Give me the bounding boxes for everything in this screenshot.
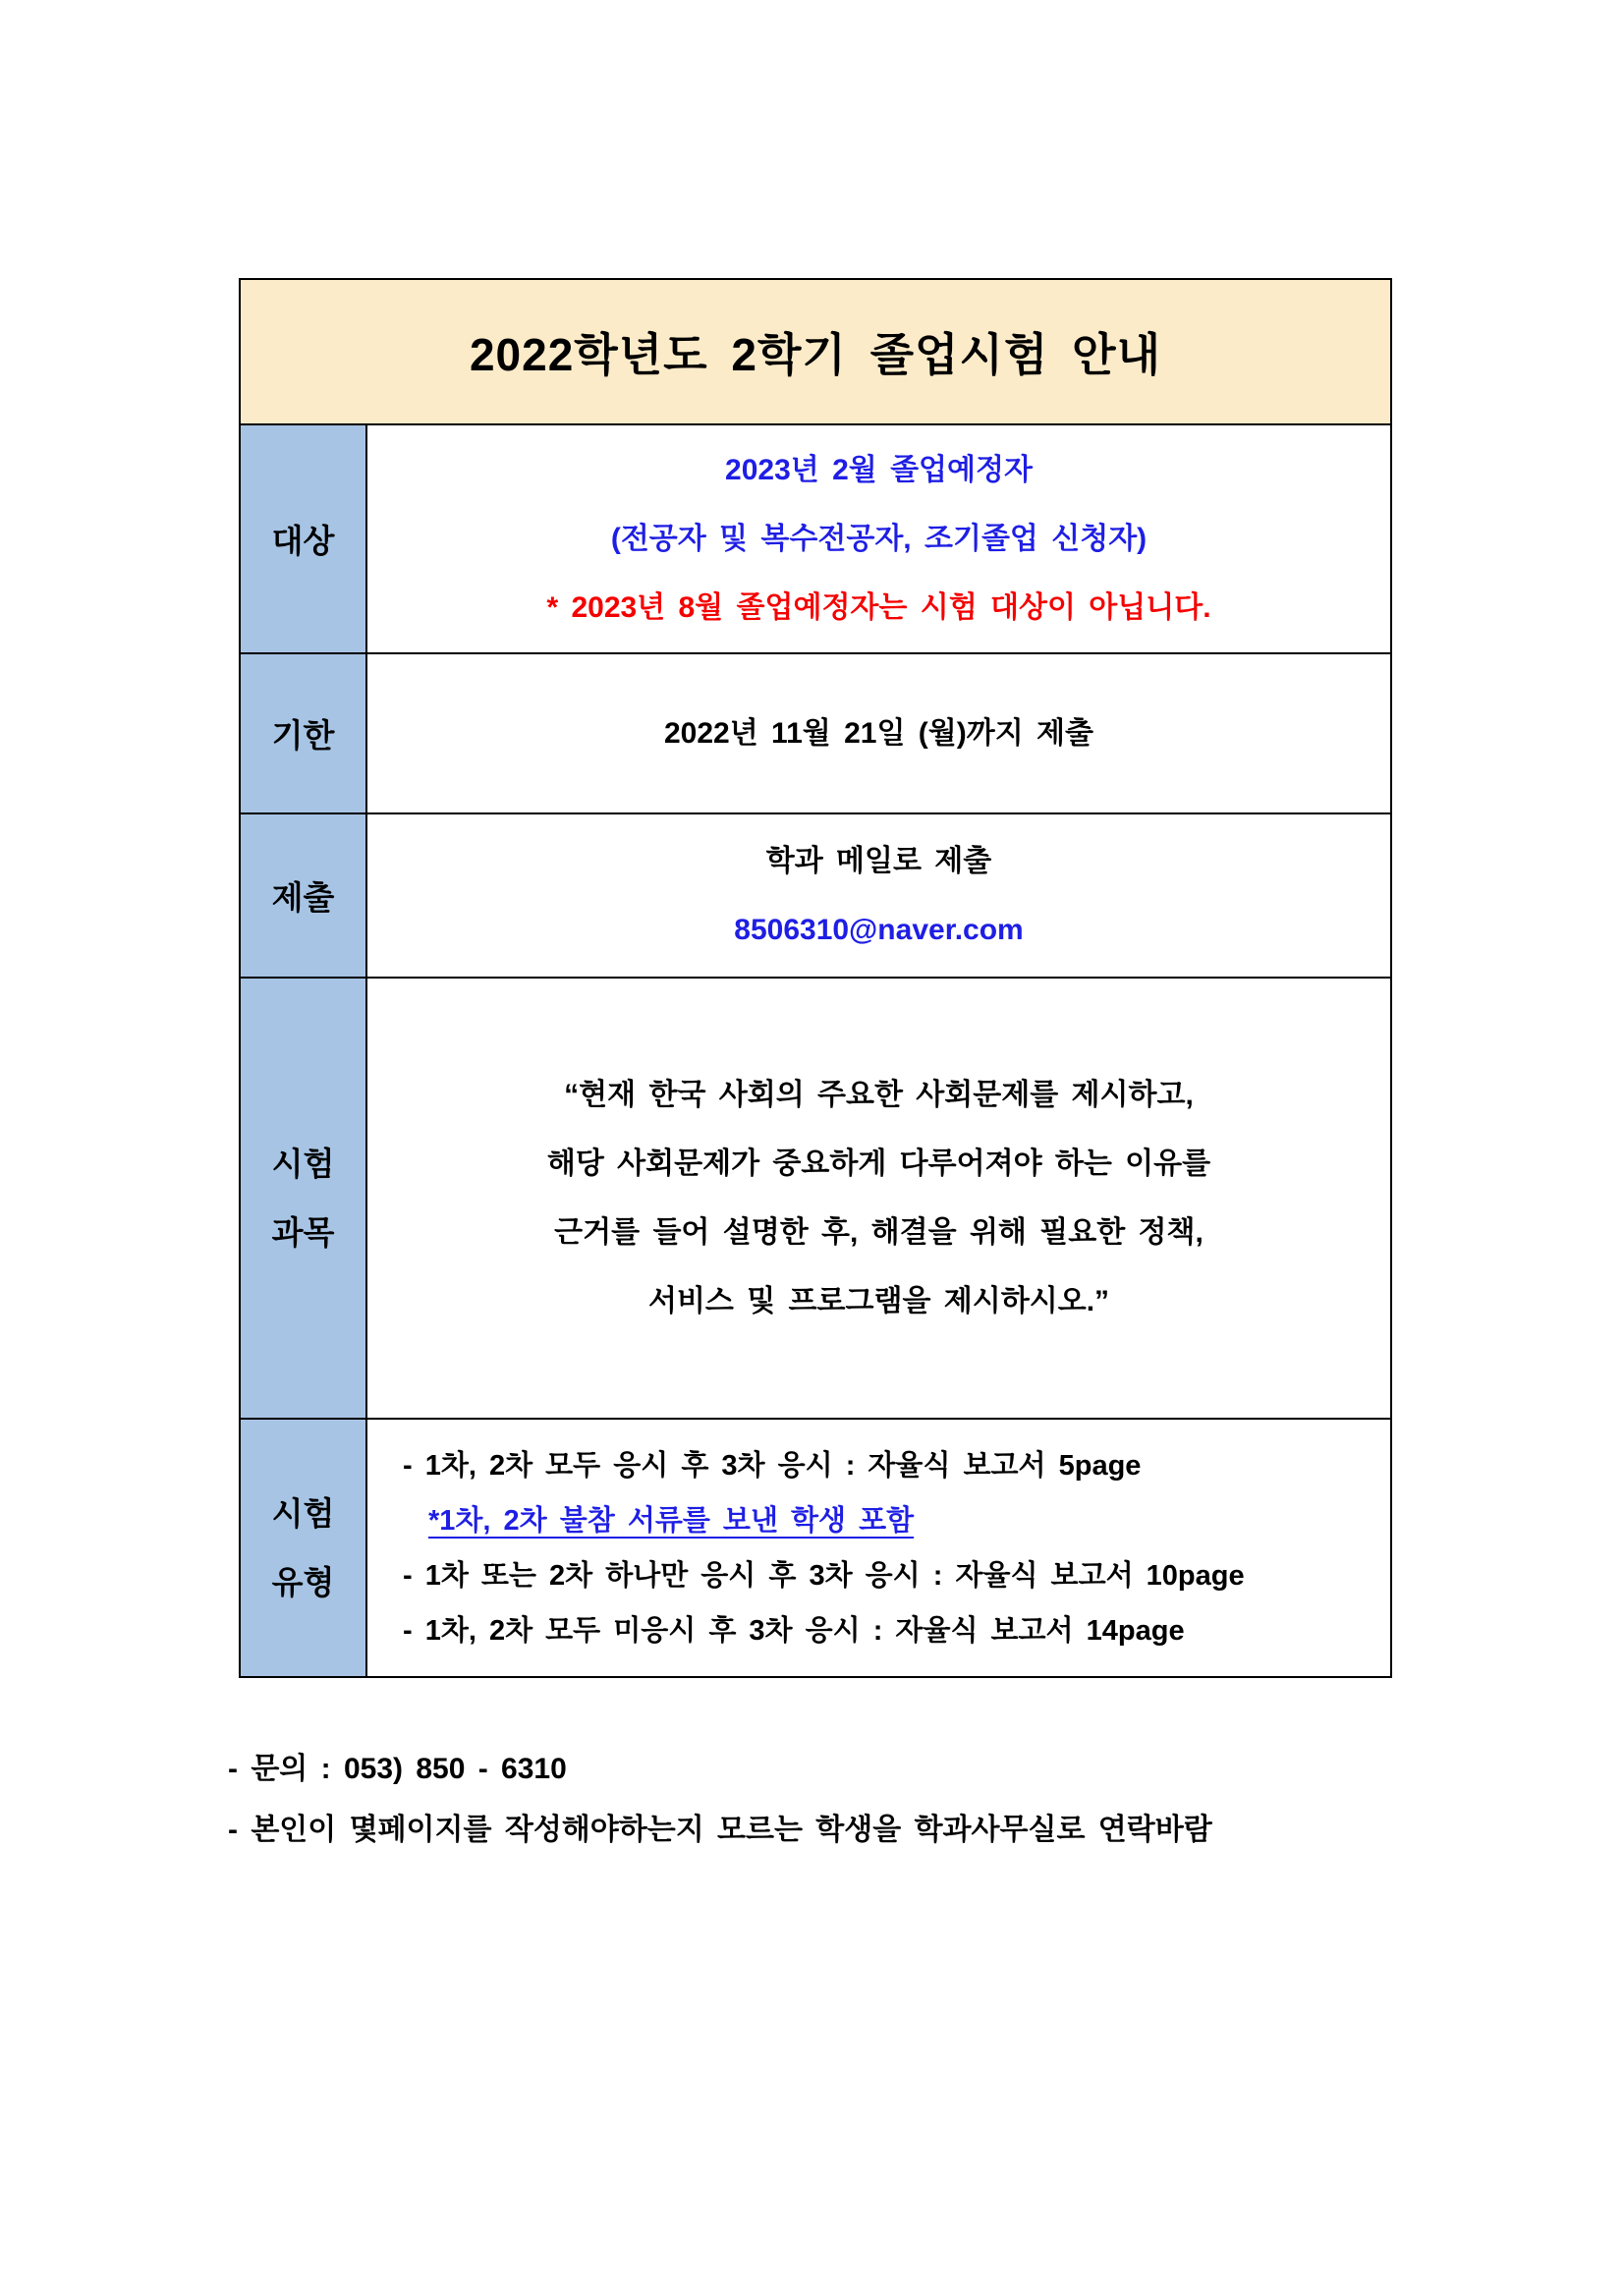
row-header-exam-subject xyxy=(240,978,366,1419)
contact-phone-line: - 문의 : 053) 850 - 6310 xyxy=(228,1753,567,1785)
exam-type-option-3: - 1차, 2차 모두 미응시 후 3차 응시 : 자율식 보고서 14page xyxy=(403,1614,1185,1647)
submission-method-line: 학과 메일로 제출 xyxy=(765,844,992,877)
row-header-target: 대상 xyxy=(240,424,366,653)
exam-type-included-note: *1차, 2차 불참 서류를 보낸 학생 포함 xyxy=(428,1504,915,1537)
submission-cell xyxy=(366,813,1391,978)
footer-notes xyxy=(228,1739,1212,1861)
exam-subject-label-line-2: 과목 xyxy=(271,1213,335,1251)
exam-type-label-line-2: 유형 xyxy=(271,1563,335,1600)
target-exclusion-note: * 2023년 8월 졸업예정자는 시험 대상이 아닙니다. xyxy=(546,590,1211,624)
exam-question-line-2: 해당 사회문제가 중요하게 다루어져야 하는 이유를 xyxy=(546,1147,1211,1180)
row-header-exam-type xyxy=(240,1419,366,1677)
exam-question-line-4: 서비스 및 프로그램을 제시하시오.” xyxy=(647,1284,1110,1317)
deadline-cell xyxy=(366,653,1391,813)
target-line-1: 2023년 2월 졸업예정자 xyxy=(725,453,1033,486)
exam-type-option-1: - 1차, 2차 모두 응시 후 3차 응시 : 자율식 보고서 5page xyxy=(403,1449,1142,1482)
target-cell xyxy=(366,424,1391,653)
exam-type-option-2: - 1차 또는 2차 하나만 응시 후 3차 응시 : 자율식 보고서 10page xyxy=(403,1559,1245,1592)
exam-type-label-line-1: 시험 xyxy=(271,1494,335,1532)
exam-subject-cell xyxy=(366,978,1391,1419)
exam-question-line-3: 근거를 들어 설명한 후, 해결을 위해 필요한 정책, xyxy=(554,1215,1204,1249)
exam-question-line-1: “현재 한국 사회의 주요한 사회문제를 제시하고, xyxy=(564,1078,1194,1111)
page-title: 2022학년도 2학기 졸업시험 안내 xyxy=(240,279,1391,424)
row-header-submission: 제출 xyxy=(240,813,366,978)
notice-table xyxy=(239,278,1392,1678)
exam-type-cell xyxy=(366,1419,1391,1677)
exam-subject-label-line-1: 시험 xyxy=(271,1145,335,1182)
row-header-deadline: 기한 xyxy=(240,653,366,813)
submission-email: 8506310@naver.com xyxy=(734,913,1024,946)
target-line-2: (전공자 및 복수전공자, 조기졸업 신청자) xyxy=(610,522,1148,555)
page-count-help-line: - 본인이 몇페이지를 작성해야하는지 모르는 학생을 학과사무실로 연락바람 xyxy=(228,1814,1212,1846)
deadline-line: 2022년 11월 21일 (월)까지 제출 xyxy=(664,716,1093,750)
